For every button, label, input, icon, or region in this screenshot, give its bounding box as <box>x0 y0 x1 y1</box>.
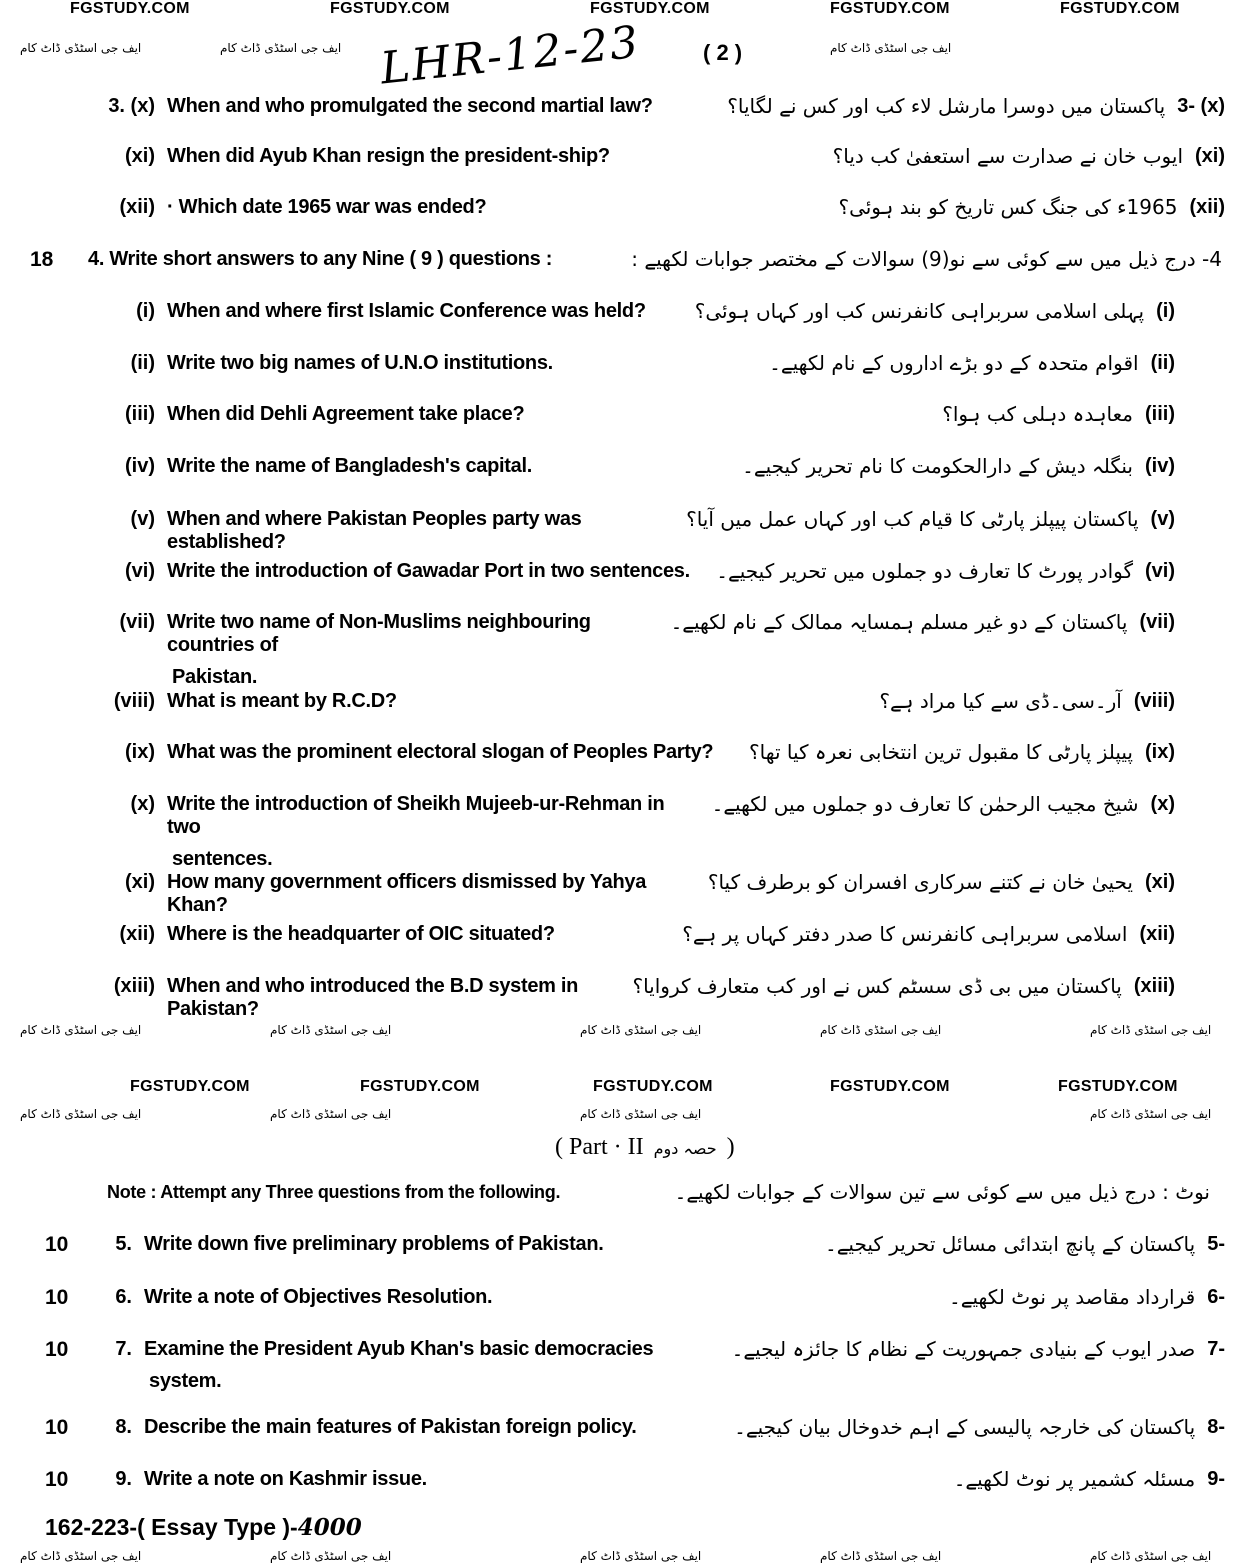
watermark-ur: ایف جی اسٹڈی ڈاٹ کام <box>580 1107 702 1121</box>
question-number-en: (i) <box>136 300 155 322</box>
question-text-ur: پاکستان کی خارجہ پالیسی کے اہم خدوخال بیان کیجیے۔ <box>734 1415 1196 1439</box>
question-number-ur: (xi) <box>1195 145 1225 167</box>
question-text-block <box>144 1233 813 1256</box>
marks: 10 <box>45 1286 69 1309</box>
question-text-en: Write a note of Objectives Resolution. <box>144 1286 493 1308</box>
watermark-ur: ایف جی اسٹڈی ڈاٹ کام <box>820 1023 942 1037</box>
watermark-ur: ایف جی اسٹڈی ڈاٹ کام <box>820 1549 942 1563</box>
question-text-block <box>167 95 715 118</box>
marks: 18 <box>30 248 54 271</box>
question-text-block <box>167 871 696 917</box>
question-row <box>0 1416 1250 1439</box>
question-text-ur: اسلامی سربراہی کانفرنس کا صدر دفتر کہاں پر ہے؟ <box>682 922 1128 946</box>
watermark-ur: ایف جی اسٹڈی ڈاٹ کام <box>1090 1549 1212 1563</box>
question-number-en: (viii) <box>113 690 155 712</box>
note-en: Note : Attempt any Three questions from the following. <box>107 1182 561 1202</box>
question-row <box>0 1286 1250 1309</box>
question-row <box>0 690 1250 713</box>
question-text-en: What was the prominent electoral slogan of Peoples Party? <box>167 741 714 763</box>
watermark-en: FGSTUDY.COM <box>593 1078 713 1095</box>
watermark-en: FGSTUDY.COM <box>1060 0 1180 17</box>
question-number-en: (ix) <box>125 741 155 763</box>
question-text-ur: پہلی اسلامی سربراہی کانفرنس کب اور کہاں ہوئی؟ <box>694 299 1145 323</box>
question-text-block <box>167 611 659 689</box>
question-number-ur: 6- <box>1207 1286 1225 1308</box>
question-number-ur: (vi) <box>1145 560 1175 582</box>
question-number-en: (xii) <box>119 196 155 218</box>
question-text-ur: قرارداد مقاصد پر نوٹ لکھیے۔ <box>949 1285 1196 1309</box>
question-text-en: Write the name of Bangladesh's capital. <box>167 455 532 477</box>
watermark-en: FGSTUDY.COM <box>330 0 450 17</box>
question-text-block <box>167 923 670 946</box>
question-row <box>0 1338 1250 1393</box>
question-row <box>0 741 1250 764</box>
question-number-ur: (x) <box>1150 793 1175 815</box>
question-number-en: 9. <box>115 1468 132 1490</box>
question-row <box>0 300 1250 323</box>
question-text-en: When did Dehli Agreement take place? <box>167 403 525 425</box>
watermark-ur: ایف جی اسٹڈی ڈاٹ کام <box>270 1549 392 1563</box>
page-number: ( 2 ) <box>703 40 743 65</box>
question-text-en: Describe the main features of Pakistan foreign policy. <box>144 1416 637 1438</box>
question-row <box>0 975 1250 1021</box>
question-number-ur: 9- <box>1207 1468 1225 1490</box>
question-text-ur: پاکستان پیپلز پارٹی کا قیام کب اور کہاں عمل میں آیا؟ <box>686 507 1139 531</box>
question-text-ur: پاکستان میں بی ڈی سسٹم کس نے اور کب متعارف کروایا؟ <box>632 974 1122 998</box>
watermark-ur: ایف جی اسٹڈی ڈاٹ کام <box>1090 1107 1212 1121</box>
question-text-en: When did Ayub Khan resign the president-ship? <box>167 145 610 167</box>
question-text-en: How many government officers dismissed by Yahya Khan? <box>167 871 647 916</box>
question-number-ur: 7- <box>1207 1338 1225 1360</box>
question-number-en: (iv) <box>125 455 155 477</box>
question-text-en: When and who promulgated the second martial law? <box>167 95 653 117</box>
watermark-ur: ایف جی اسٹڈی ڈاٹ کام <box>270 1107 392 1121</box>
question-text-ur: آر۔سی۔ڈی سے کیا مراد ہے؟ <box>879 689 1122 713</box>
question-row <box>0 1468 1250 1491</box>
question-number-ur: (xii) <box>1189 196 1225 218</box>
question-row <box>0 403 1250 426</box>
question-number-ur: (iv) <box>1145 455 1175 477</box>
question-row <box>0 1233 1250 1256</box>
question-text-en: Write the introduction of Gawadar Port in two sentences. <box>167 560 690 582</box>
question-text-ur: پیپلز پارٹی کا مقبول ترین انتخابی نعرہ کیا تھا؟ <box>749 740 1133 764</box>
question-number-en: (v) <box>130 508 155 530</box>
question-text-en-continued: Pakistan. <box>172 666 258 688</box>
question-text-en: Examine the President Ayub Khan's basic democracies <box>144 1338 654 1360</box>
question-text-en: Write down five preliminary problems of Pakistan. <box>144 1233 604 1255</box>
part-title-ur: حصہ دوم <box>653 1139 717 1158</box>
watermark-ur: ایف جی اسٹڈی ڈاٹ کام <box>580 1023 702 1037</box>
question-row <box>0 508 1250 554</box>
question-number-ur: (i) <box>1156 300 1175 322</box>
question-row <box>0 455 1250 478</box>
watermark-ur: ایف جی اسٹڈی ڈاٹ کام <box>830 41 952 55</box>
question-text-ur: پاکستان کے دو غیر مسلم ہمسایہ ممالک کے نام لکھیے۔ <box>670 610 1128 634</box>
question-text-ur: پاکستان میں دوسرا مارشل لاء کب اور کس نے لگایا؟ <box>727 94 1166 118</box>
question-number-en: 7. <box>115 1338 132 1360</box>
question-text-en-continued: sentences. <box>172 848 273 870</box>
question-text-en: When and where Pakistan Peoples party was established? <box>167 508 582 553</box>
watermark-ur: ایف جی اسٹڈی ڈاٹ کام <box>220 41 342 55</box>
watermark-ur: ایف جی اسٹڈی ڈاٹ کام <box>1090 1023 1212 1037</box>
question-text-ur: 1965ء کی جنگ کس تاریخ کو بند ہوئی؟ <box>838 195 1178 219</box>
question-text-ur: بنگلہ دیش کے دارالحکومت کا نام تحریر کیجیے۔ <box>742 454 1133 478</box>
question-text-ur: یحییٰ خان نے کتنے سرکاری افسران کو برطرف کیا؟ <box>707 870 1133 894</box>
watermark-en: FGSTUDY.COM <box>70 0 190 17</box>
part-title-en: ( Part · II <box>555 1134 644 1160</box>
watermark-en: FGSTUDY.COM <box>830 0 950 17</box>
watermark-ur: ایف جی اسٹڈی ڈاٹ کام <box>20 1107 142 1121</box>
question-number-en: (vi) <box>125 560 155 582</box>
question-number-en: 8. <box>115 1416 132 1438</box>
question-text-ur: پاکستان کے پانچ ابتدائی مسائل تحریر کیجیے۔ <box>824 1232 1196 1256</box>
question-row <box>0 352 1250 375</box>
part-2-title <box>555 1134 735 1161</box>
paper-code <box>45 1514 362 1541</box>
question-number-ur: (xii) <box>1139 923 1175 945</box>
question-text-ur: گوادر پورٹ کا تعارف دو جملوں میں تحریر کیجیے۔ <box>716 559 1133 583</box>
question-number-ur: 3- (x) <box>1177 95 1225 117</box>
question-number-ur: (vii) <box>1139 611 1175 633</box>
heading-ur: 4- درج ذیل میں سے کوئی سے نو(9) سوالات کے مختصر جوابات لکھیے : <box>631 247 1222 271</box>
question-number-en: 5. <box>115 1233 132 1255</box>
question-text-block <box>167 975 620 1021</box>
question-text-en: Write two name of Non-Muslims neighbouring countries of <box>167 611 591 656</box>
question-text-block <box>144 1338 720 1393</box>
question-number-en: (xi) <box>125 871 155 893</box>
question-row <box>0 793 1250 871</box>
question-number-ur: (xiii) <box>1133 975 1175 997</box>
handwritten-code: LHR-12-23 <box>378 16 643 95</box>
question-text-block <box>167 145 821 168</box>
question-number-en: (iii) <box>125 403 155 425</box>
question-number-ur: (v) <box>1150 508 1175 530</box>
question-number-ur: (xi) <box>1145 871 1175 893</box>
question-text-en: What is meant by R.C.D? <box>167 690 397 712</box>
question-text-en: When and who introduced the B.D system in Pakistan? <box>167 975 579 1020</box>
question-text-ur: مسئلہ کشمیر پر نوٹ لکھیے۔ <box>953 1467 1196 1491</box>
question-number-en: (x) <box>130 793 155 815</box>
question-text-en: Where is the headquarter of OIC situated? <box>167 923 555 945</box>
question-text-block <box>144 1468 942 1491</box>
question-text-block <box>144 1416 722 1439</box>
question-number-en: (xiii) <box>113 975 155 997</box>
question-number-ur: 5- <box>1207 1233 1225 1255</box>
question-row <box>0 95 1250 118</box>
question-text-en: Write a note on Kashmir issue. <box>144 1468 427 1490</box>
question-number-ur: (viii) <box>1133 690 1175 712</box>
question-text-block <box>167 196 826 219</box>
question-text-block <box>167 560 704 583</box>
watermark-en: FGSTUDY.COM <box>590 0 710 17</box>
note-ur: نوٹ : درج ذیل میں سے کوئی سے تین سوالات کے جوابات لکھیے۔ <box>674 1180 1210 1204</box>
question-row <box>0 871 1250 917</box>
watermark-ur: ایف جی اسٹڈی ڈاٹ کام <box>20 41 142 55</box>
handwritten-count: 4000 <box>297 1514 362 1541</box>
question-row <box>0 611 1250 689</box>
question-number-en: (xi) <box>125 145 155 167</box>
part-title-close: ) <box>726 1134 735 1160</box>
watermark-en: FGSTUDY.COM <box>130 1078 250 1095</box>
question-text-block <box>167 403 930 426</box>
marks: 10 <box>45 1233 69 1256</box>
marks: 10 <box>45 1468 69 1491</box>
question-text-block <box>144 1286 937 1309</box>
question-text-en: · Which date 1965 war was ended? <box>167 196 487 218</box>
question-number-ur: (ii) <box>1150 352 1175 374</box>
question-number-en: (ii) <box>130 352 155 374</box>
watermark-ur: ایف جی اسٹڈی ڈاٹ کام <box>580 1549 702 1563</box>
heading-en: 4. Write short answers to any Nine ( 9 ) questions : <box>88 248 553 270</box>
watermark-ur: ایف جی اسٹڈی ڈاٹ کام <box>20 1549 142 1563</box>
question-number-ur: 8- <box>1207 1416 1225 1438</box>
question-text-ur: اقوام متحدہ کے دو بڑے اداروں کے نام لکھیے۔ <box>769 351 1139 375</box>
note-row <box>0 1181 1250 1204</box>
question-text-ur: صدر ایوب کے بنیادی جمہوریت کے نظام کا جائزہ لیجیے۔ <box>731 1337 1196 1361</box>
question-row <box>0 196 1250 219</box>
marks: 10 <box>45 1416 69 1439</box>
question-text-block <box>167 793 700 871</box>
question-number-en: (xii) <box>119 923 155 945</box>
question-number-ur: (ix) <box>1145 741 1175 763</box>
question-text-ur: معاہدہ دہلی کب ہوا؟ <box>942 402 1133 426</box>
question-row <box>0 145 1250 168</box>
watermark-ur: ایف جی اسٹڈی ڈاٹ کام <box>20 1023 142 1037</box>
watermark-ur: ایف جی اسٹڈی ڈاٹ کام <box>270 1023 392 1037</box>
watermark-en: FGSTUDY.COM <box>360 1078 480 1095</box>
watermark-en: FGSTUDY.COM <box>830 1078 950 1095</box>
question-number-en: (vii) <box>119 611 155 633</box>
marks: 10 <box>45 1338 69 1361</box>
question-text-block <box>167 455 730 478</box>
question-4-heading <box>0 248 1250 271</box>
question-text-ur: ایوب خان نے صدارت سے استعفیٰ کب دیا؟ <box>832 144 1183 168</box>
question-text-en: Write the introduction of Sheikh Mujeeb-ur-Rehman in two <box>167 793 665 838</box>
question-number-en: 3. (x) <box>108 95 155 117</box>
question-text-block <box>167 300 683 323</box>
question-row <box>0 560 1250 583</box>
question-text-ur: شیخ مجیب الرحمٰن کا تعارف دو جملوں میں لکھیے۔ <box>711 792 1139 816</box>
question-row <box>0 923 1250 946</box>
question-text-block <box>167 508 674 554</box>
question-text-en-continued: system. <box>149 1370 222 1392</box>
question-number-en: 6. <box>115 1286 132 1308</box>
question-number-ur: (iii) <box>1145 403 1175 425</box>
question-text-en: When and where first Islamic Conference was held? <box>167 300 646 322</box>
question-text-block <box>167 352 757 375</box>
paper-code-text: 162-223-( Essay Type )- <box>45 1514 298 1540</box>
question-text-en: Write two big names of U.N.O institutions. <box>167 352 553 374</box>
watermark-en: FGSTUDY.COM <box>1058 1078 1178 1095</box>
question-text-block <box>167 690 867 713</box>
question-text-block <box>167 741 737 764</box>
